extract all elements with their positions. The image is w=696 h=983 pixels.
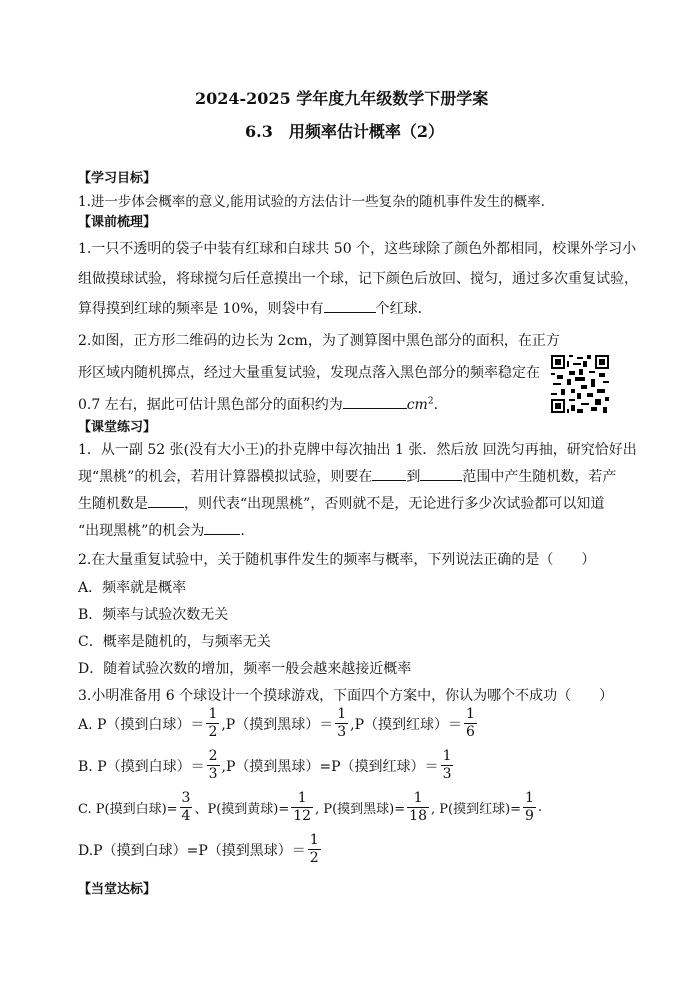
practice-q3-stem: 3.小明准备用 6 个球设计一个摸球游戏，下面四个方案中，你认为哪个不成功（ ） bbox=[78, 688, 614, 704]
practice-heading: 【课堂练习】 bbox=[78, 420, 157, 435]
denominator: 3 bbox=[208, 766, 218, 782]
practice-q3-option-b[interactable] bbox=[78, 748, 455, 783]
preview-q2-line2: 形区域内随机掷点，经过大量重复试验，发现点落入黑色部分的频率稳定在 bbox=[78, 365, 540, 381]
text: 现“黑桃”的机会，若用计算器模拟试验，则要在 bbox=[78, 469, 373, 485]
practice-q2-option-b[interactable]: B．频率与试验次数无关 bbox=[78, 607, 229, 623]
denominator: 9 bbox=[525, 808, 534, 824]
answer-blank[interactable] bbox=[343, 394, 407, 409]
text: ，则代表“出现黑桃”，否则就不是，无论进行多少次试验都可以知道 bbox=[184, 496, 605, 512]
goals-heading: 【学习目标】 bbox=[78, 171, 157, 186]
denominator: 2 bbox=[309, 850, 319, 866]
fraction bbox=[308, 832, 321, 867]
numerator: 2 bbox=[208, 748, 218, 764]
practice-q3-option-c[interactable] bbox=[78, 790, 542, 825]
denominator: 4 bbox=[181, 808, 191, 824]
answer-blank[interactable] bbox=[204, 520, 240, 535]
numerator: 1 bbox=[309, 832, 319, 848]
numerator: 1 bbox=[208, 706, 218, 722]
denominator: 3 bbox=[337, 724, 347, 740]
preview-q2-line1: 2.如图，正方形二维码的边长为 2cm，为了测算图中黑色部分的面积，在正方 bbox=[78, 333, 560, 349]
fraction bbox=[335, 706, 348, 741]
qr-code-icon bbox=[551, 355, 609, 413]
numerator: 1 bbox=[442, 748, 452, 764]
text: 、P(摸到黄球)= bbox=[194, 802, 290, 817]
text: , P(摸到黑球)= bbox=[315, 802, 406, 817]
numerator: 1 bbox=[525, 790, 534, 806]
fraction bbox=[291, 790, 313, 825]
answer-blank[interactable] bbox=[372, 466, 406, 481]
practice-q2-option-d[interactable]: D．随着试验次数的增加，频率一般会越来越接近概率 bbox=[78, 661, 412, 677]
text: 生随机数是 bbox=[78, 496, 148, 512]
document-title: 2024-2025 学年度九年级数学下册学案 bbox=[195, 89, 489, 108]
answer-blank[interactable] bbox=[324, 298, 376, 313]
text: B. P（摸到白球）＝ bbox=[78, 758, 205, 775]
text: “出现黑桃”的机会为 bbox=[78, 523, 205, 539]
text: . bbox=[537, 800, 543, 815]
practice-q1-line3 bbox=[78, 493, 604, 513]
numerator: 1 bbox=[413, 790, 423, 806]
practice-q2-option-c[interactable]: C．概率是随机的，与频率无关 bbox=[78, 634, 271, 650]
text: A. P（摸到白球）＝ bbox=[78, 716, 205, 733]
fraction bbox=[464, 706, 477, 741]
text: 到 bbox=[406, 469, 421, 485]
text: , P(摸到红球)= bbox=[430, 802, 522, 817]
denominator: 2 bbox=[208, 724, 218, 740]
denominator: 12 bbox=[293, 808, 312, 824]
text: 范围中产生随机数，若产 bbox=[462, 469, 617, 485]
practice-q2-option-a[interactable]: A．频率就是概率 bbox=[78, 580, 187, 596]
fraction bbox=[207, 748, 220, 783]
fraction bbox=[180, 790, 193, 825]
practice-q3-option-a[interactable] bbox=[78, 706, 479, 741]
preview-q1-line1: 1.一只不透明的袋子中装有红球和白球共 50 个，这些球除了颜色外都相同，校课外学习小 bbox=[78, 241, 637, 257]
practice-q2-stem: 2.在大量重复试验中，关于随机事件发生的频率与概率，下列说法正确的是（ ） bbox=[78, 552, 596, 568]
fraction bbox=[407, 790, 429, 825]
unit-exponent: 2 bbox=[427, 396, 434, 407]
text: 算得摸到红球的频率是 10%，则袋中有 bbox=[78, 301, 324, 317]
text: D.P（摸到白球）=P（摸到黑球）＝ bbox=[78, 842, 306, 859]
denominator: 18 bbox=[409, 808, 427, 824]
numerator: 1 bbox=[297, 790, 307, 806]
preview-q2-line3 bbox=[78, 394, 438, 414]
unit: cm bbox=[406, 397, 428, 413]
numerator: 1 bbox=[466, 706, 475, 722]
text: ,P（摸到黑球）=P（摸到红球）＝ bbox=[221, 758, 439, 775]
preview-heading: 【课前梳理】 bbox=[78, 215, 157, 230]
text: ,P（摸到红球）＝ bbox=[350, 716, 463, 733]
text: . bbox=[240, 523, 245, 539]
mastery-heading: 【当堂达标】 bbox=[78, 882, 157, 897]
text: 个红球． bbox=[375, 301, 432, 317]
fraction bbox=[441, 748, 454, 783]
practice-q1-line2 bbox=[78, 466, 616, 486]
practice-q1-line4 bbox=[78, 520, 245, 540]
numerator: 1 bbox=[337, 706, 347, 722]
goals-text: 1.进一步体会概率的意义,能用试验的方法估计一些复杂的随机事件发生的概率. bbox=[78, 194, 545, 210]
fraction bbox=[523, 790, 536, 825]
preview-q1-line3 bbox=[78, 298, 432, 318]
text: ,P（摸到黑球）＝ bbox=[221, 716, 334, 733]
text: 0.7 左右，据此可估计黑色部分的面积约为 bbox=[78, 397, 343, 413]
answer-blank[interactable] bbox=[420, 466, 462, 481]
answer-blank[interactable] bbox=[148, 493, 184, 508]
fraction bbox=[206, 706, 219, 741]
text: . bbox=[433, 397, 439, 413]
practice-q1-line1: 1．从一副 52 张(没有大小王)的扑克牌中每次抽出 1 张．然后放 回洗匀再抽，研究恰好出 bbox=[78, 442, 637, 458]
numerator: 3 bbox=[181, 790, 191, 806]
lesson-title: 6.3 用频率估计概率（2） bbox=[245, 122, 444, 141]
denominator: 3 bbox=[442, 766, 452, 782]
denominator: 6 bbox=[466, 724, 475, 740]
preview-q1-line2: 组做摸球试验，将球搅匀后任意摸出一个球，记下颜色后放回、搅匀，通过多次重复试验， bbox=[78, 271, 638, 287]
practice-q3-option-d[interactable] bbox=[78, 832, 323, 867]
text: C. P(摸到白球)= bbox=[78, 802, 178, 817]
